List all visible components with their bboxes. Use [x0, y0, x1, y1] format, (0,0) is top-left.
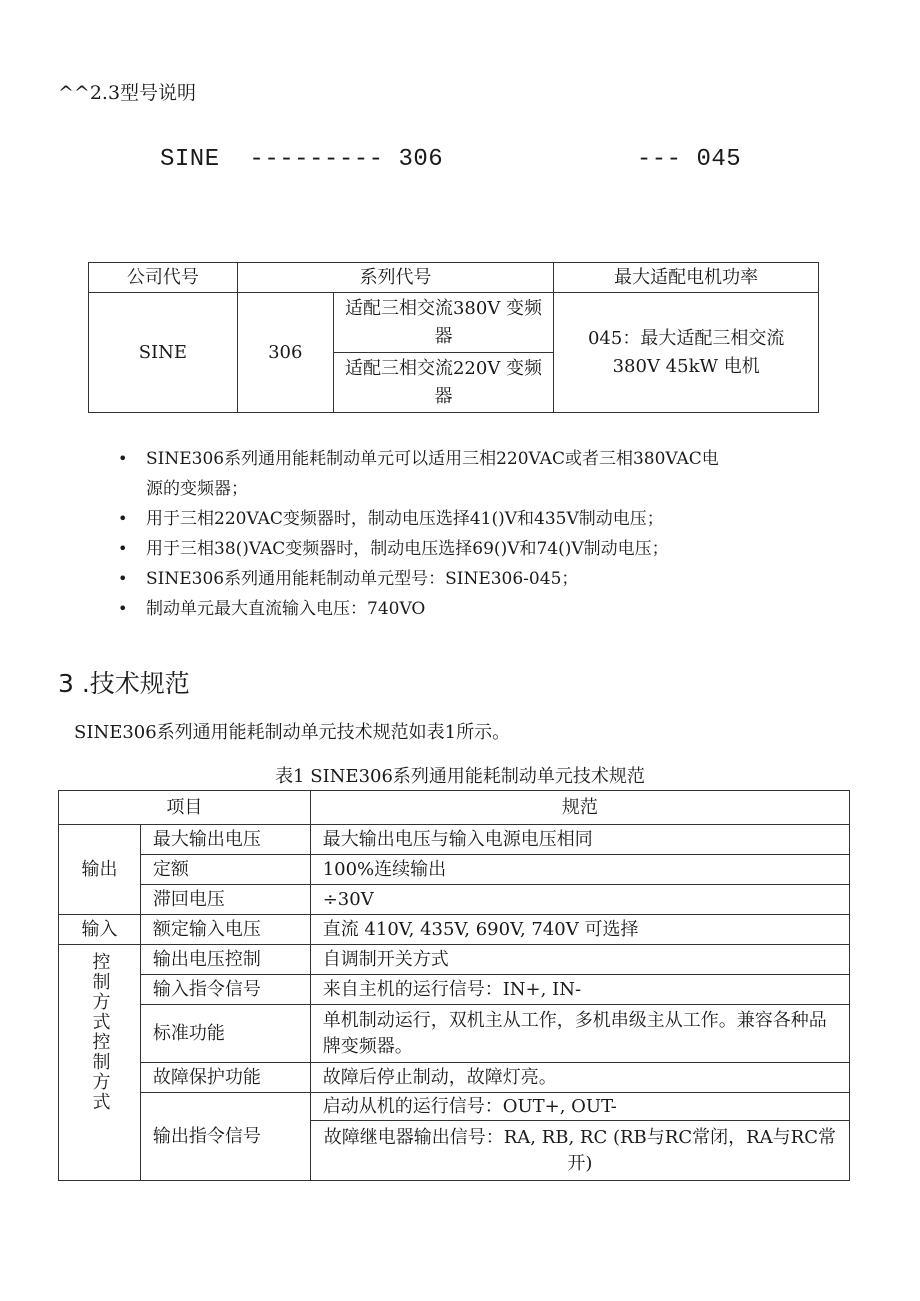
group-input: 输入: [59, 915, 141, 945]
row-value: 100%连续输出: [310, 855, 849, 885]
header-series: 系列代号: [237, 263, 554, 293]
row-label: 滞回电压: [140, 885, 310, 915]
bullet-icon: •: [118, 569, 128, 588]
bullet-icon: •: [118, 509, 128, 528]
chapter-heading: 3 .技术规范: [58, 669, 190, 698]
row-value: 启动从机的运行信号：OUT+, OUT-: [310, 1093, 849, 1121]
row-value: 故障后停止制动，故障灯亮。: [310, 1063, 849, 1093]
row-value: ÷30V: [310, 885, 849, 915]
row-value: 故障继电器输出信号：RA, RB, RC (RB与RC常闭，RA与RC常开): [310, 1121, 849, 1181]
bullet-icon: •: [118, 599, 128, 618]
group-output: 输出: [59, 825, 141, 915]
bullet-icon: •: [118, 449, 128, 468]
row-label: 输出电压控制: [140, 945, 310, 975]
group-control: [59, 945, 141, 1181]
model-code-line: SINE --------- 306 --- 045: [160, 146, 742, 173]
list-item: • SINE306系列通用能耗制动单元可以适用三相220VAC或者三相380VAC电源的变频器；: [120, 444, 820, 504]
list-item: • 制动单元最大直流输入电压：740VO: [120, 594, 820, 624]
row-value: 单机制动运行，双机主从工作，多机串级主从工作。兼容各种品牌变频器。: [310, 1005, 849, 1063]
section-heading: ^^2.3型号说明: [58, 82, 197, 104]
group-control-label: 控制方式控制方式: [89, 952, 111, 1112]
series-desc-220: 适配三相交流220V 变频器: [333, 353, 554, 413]
header-item: 项目: [59, 791, 311, 825]
feature-list: [120, 444, 820, 624]
series-code: 306: [237, 293, 333, 413]
header-company: 公司代号: [89, 263, 238, 293]
header-spec: 规范: [310, 791, 849, 825]
row-label: 故障保护功能: [140, 1063, 310, 1093]
header-power: 最大适配电机功率: [554, 263, 819, 293]
list-item: • SINE306系列通用能耗制动单元型号：SINE306-045；: [120, 564, 820, 594]
row-label: 输入指令信号: [140, 975, 310, 1005]
series-desc-380: 适配三相交流380V 变频器: [333, 293, 554, 353]
row-value: 自调制开关方式: [310, 945, 849, 975]
bullet-icon: •: [118, 539, 128, 558]
row-label: 最大输出电压: [140, 825, 310, 855]
company-code: SINE: [89, 293, 238, 413]
row-label: 定额: [140, 855, 310, 885]
model-table: [88, 262, 819, 413]
row-value: 来自主机的运行信号：IN+, IN-: [310, 975, 849, 1005]
row-label: 标准功能: [140, 1005, 310, 1063]
spec-table: [58, 790, 850, 1181]
row-label: 输出指令信号: [140, 1093, 310, 1181]
row-value: 直流 410V, 435V, 690V, 740V 可选择: [310, 915, 849, 945]
list-item: • 用于三相220VAC变频器时，制动电压选择41()V和435V制动电压；: [120, 504, 820, 534]
chapter-intro: SINE306系列通用能耗制动单元技术规范如表1所示。: [74, 722, 511, 743]
row-label: 额定输入电压: [140, 915, 310, 945]
table-caption: 表1 SINE306系列通用能耗制动单元技术规范: [275, 766, 645, 787]
power-desc: 045：最大适配三相交流380V 45kW 电机: [554, 293, 819, 413]
list-item: • 用于三相38()VAC变频器时，制动电压选择69()V和74()V制动电压；: [120, 534, 820, 564]
row-value: 最大输出电压与输入电源电压相同: [310, 825, 849, 855]
